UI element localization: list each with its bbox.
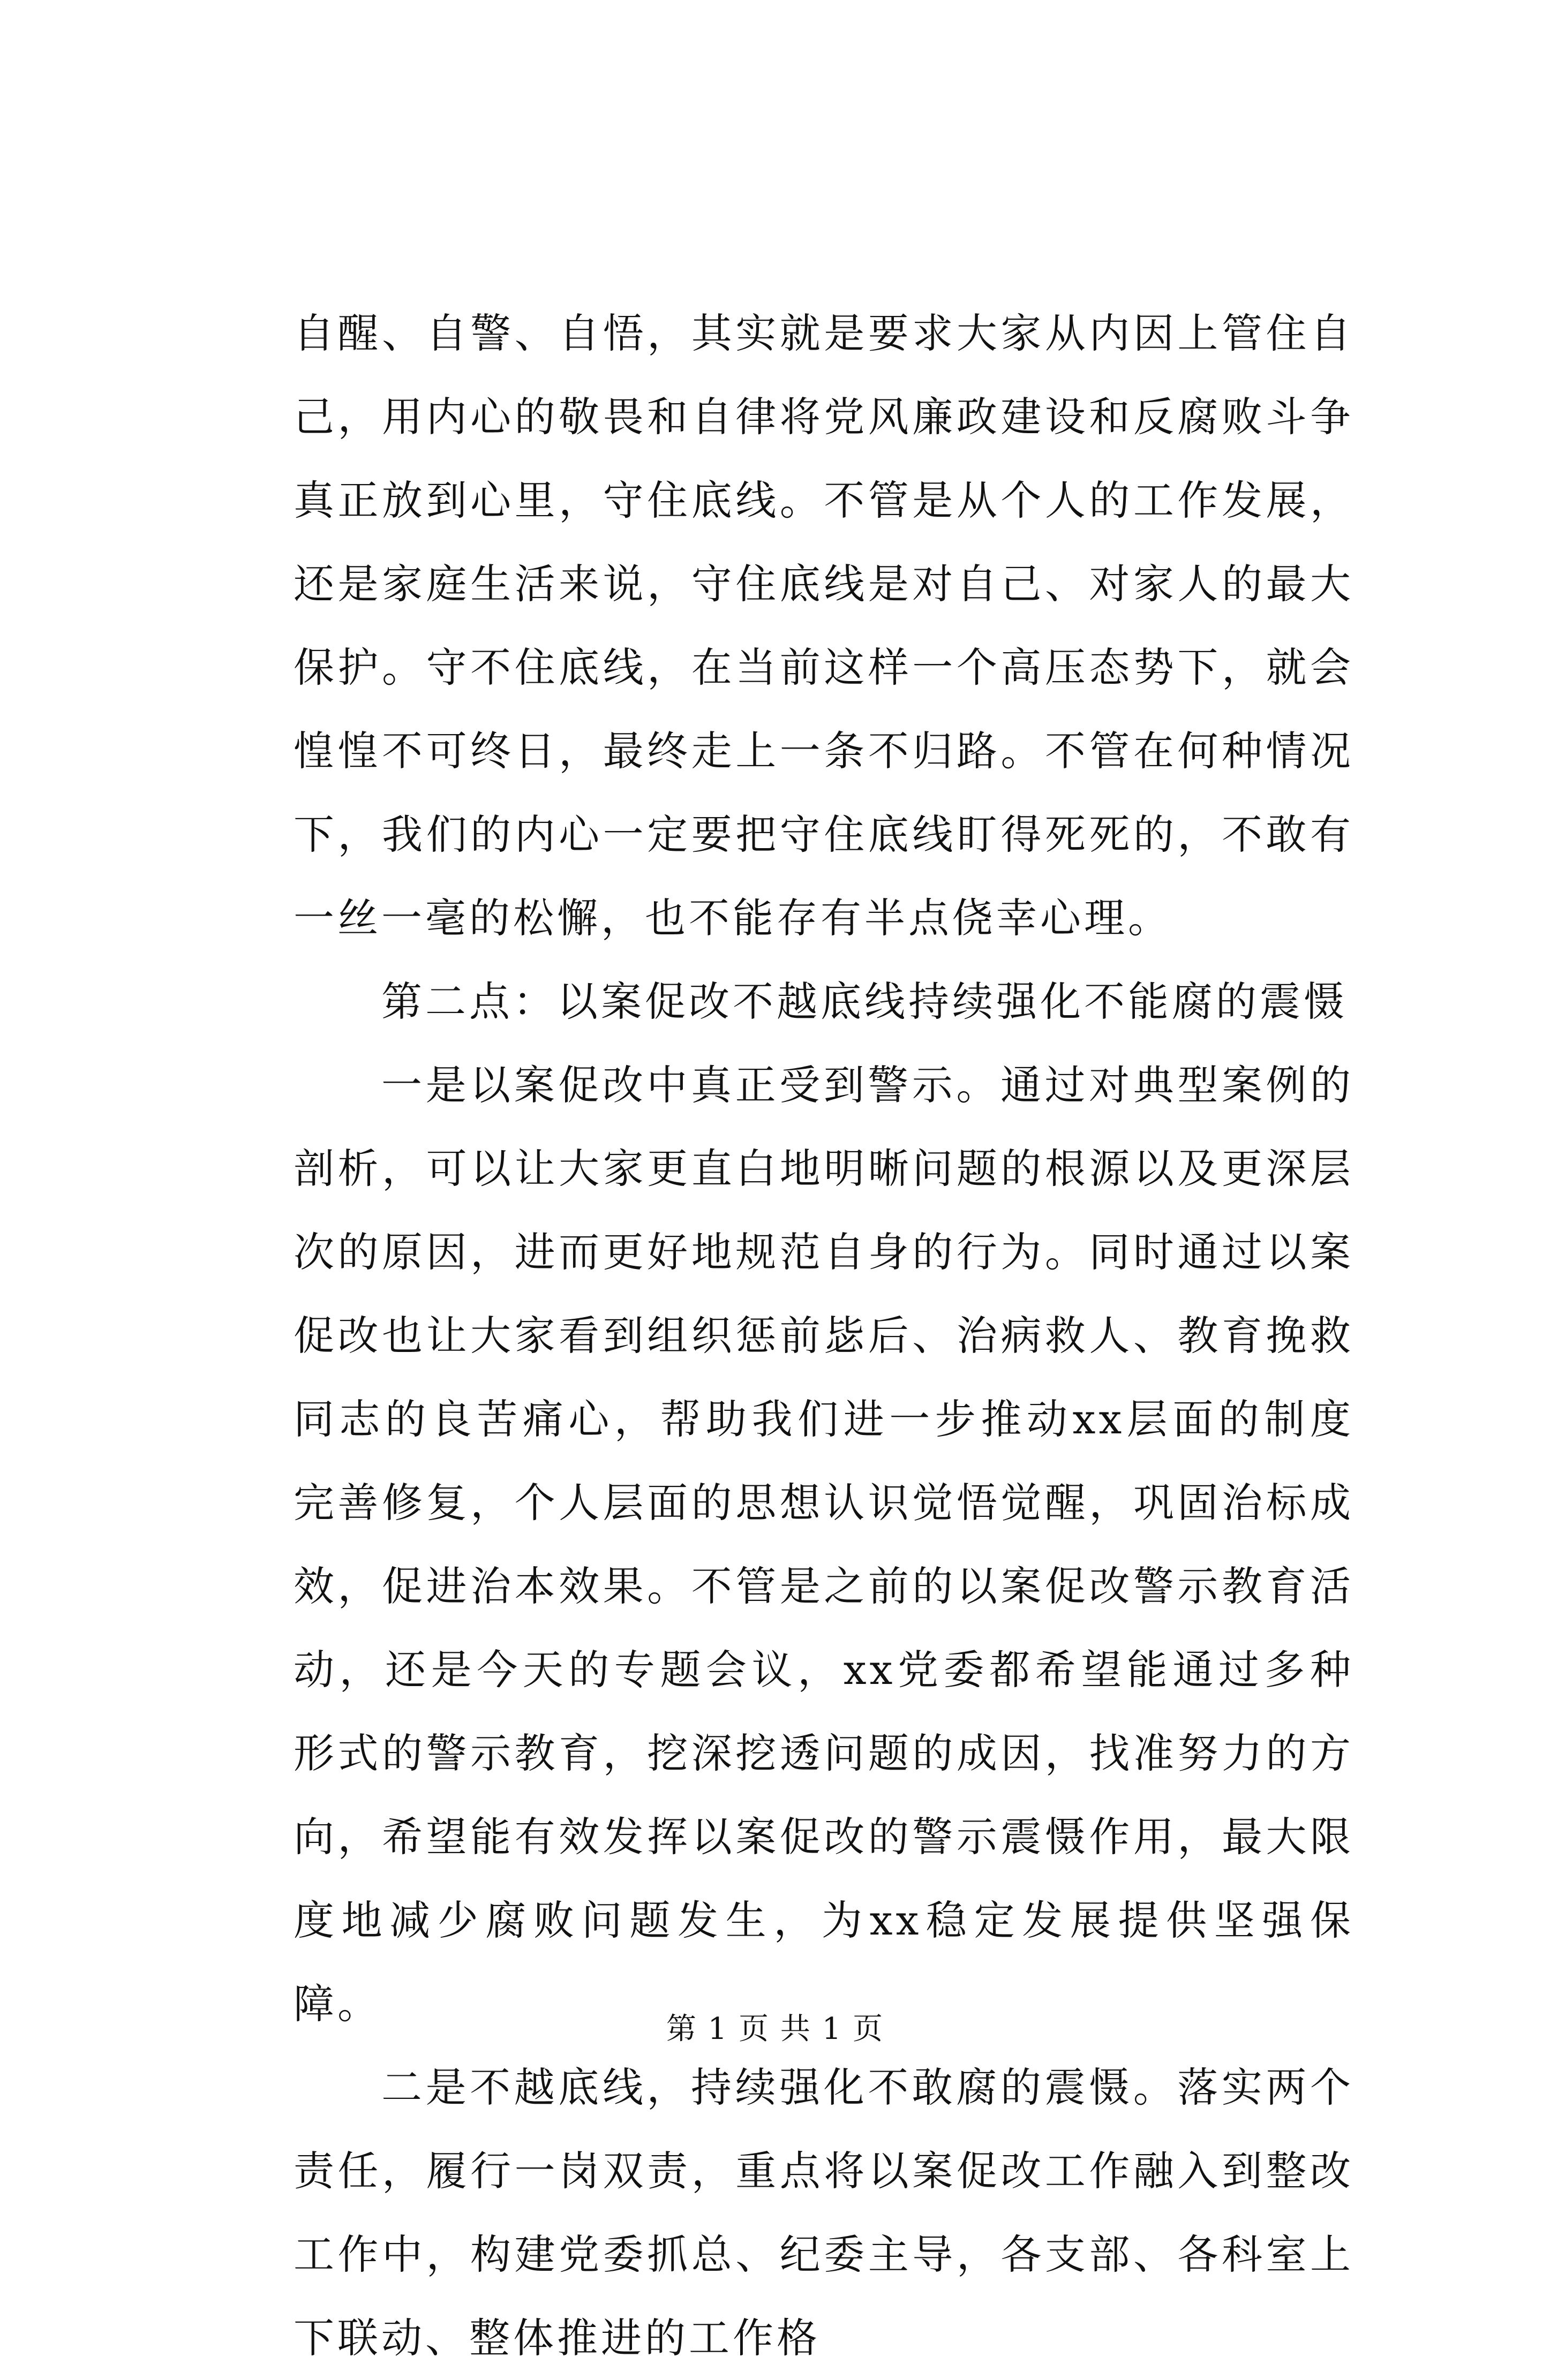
paragraph-continuation: 自醒、自警、自悟，其实就是要求大家从内因上管住自己，用内心的敬畏和自律将党风廉政建设和反腐败斗争真正放到心里，守住底线。不管是从个人的工作发展，还是家庭生活来说，守住底线是对自己、对家人的最大保护。守不住底线，在当前这样一个高压态势下，就会惶惶不可终日，最终走上一条不归路。不管在何种情况下，我们的内心一定要把守住底线盯得死死的，不敢有一丝一毫的松懈，也不能存有半点侥幸心理。 (294, 309, 1354, 942)
page-footer: 第 1 页 共 1 页 (666, 2012, 884, 2046)
paragraph-point-two: 二是不越底线，持续强化不敢腐的震慑。落实两个责任，履行一岗双责，重点将以案促改工作融入到整改工作中，构建党委抓总、纪委主导，各支部、各科室上下联动、整体推进的工作格 (294, 2064, 1354, 2362)
section-heading: 第二点：以案促改不越底线持续强化不能腐的震慑 (381, 978, 1348, 1025)
paragraph-point-one: 一是以案促改中真正受到警示。通过对典型案例的剖析，可以让大家更直白地明晰问题的根源以及更深层次的原因，进而更好地规范自身的行为。同时通过以案促改也让大家看到组织惩前毖后、治病救人、教育挽救同志的良苦痛心，帮助我们进一步推动xx层面的制度完善修复，个人层面的思想认识觉悟觉醒，巩固治标成效，促进治本效果。不管是之前的以案促改警示教育活动，还是今天的专题会议，xx党委都希望能通过多种形式的警示教育，挖深挖透问题的成因，找准努力的方向，希望能有效发挥以案促改的警示震慑作用，最大限度地减少腐败问题发生，为xx稳定发展提供坚强保障。 (294, 1061, 1354, 2028)
document-body (294, 292, 1354, 2380)
